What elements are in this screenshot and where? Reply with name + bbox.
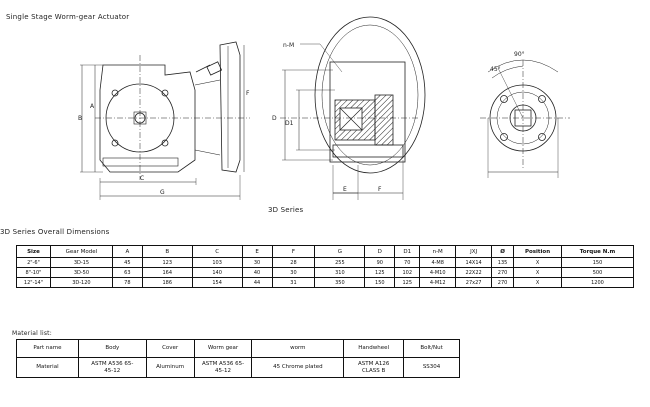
flange-view: [480, 60, 570, 178]
table-cell: 2"-6": [17, 258, 51, 268]
table-cell: 135: [492, 258, 514, 268]
table-cell: 31: [272, 278, 315, 288]
header-gear-model: Gear Model: [50, 246, 112, 258]
table-cell: 30: [272, 268, 315, 278]
table-row: [17, 278, 634, 288]
table-cell: 154: [192, 278, 242, 288]
table-cell: 12"-14": [17, 278, 51, 288]
table-cell: 150: [365, 278, 395, 288]
table-cell: 270: [492, 278, 514, 288]
label-angle-90: 90°: [514, 51, 525, 58]
table-cell: X: [514, 258, 562, 268]
table-cell: SS304: [404, 358, 460, 378]
table-cell: 4-M10: [420, 268, 456, 278]
table-cell: 30: [242, 258, 272, 268]
table-cell: ASTM A536 65-45-12: [78, 358, 146, 378]
table-cell: 500: [562, 268, 634, 278]
table-cell: 140: [192, 268, 242, 278]
header-worm-gear: Worm gear: [194, 340, 252, 358]
table-cell: 310: [315, 268, 365, 278]
table-cell: 102: [395, 268, 420, 278]
table-cell: X: [514, 268, 562, 278]
label-nm: n-M: [283, 42, 295, 49]
table-cell: 44: [242, 278, 272, 288]
header-diameter: Ø: [492, 246, 514, 258]
table-cell: 255: [315, 258, 365, 268]
table-cell: 40: [242, 268, 272, 278]
table-cell: X: [514, 278, 562, 288]
page-title: Single Stage Worm-gear Actuator: [6, 13, 130, 21]
table-cell: 3D-120: [50, 278, 112, 288]
table-cell: ASTM A536 65-45-12: [194, 358, 252, 378]
table-cell: 270: [492, 268, 514, 278]
label-angle-45: 45°: [490, 66, 501, 73]
table-cell: Aluminum: [146, 358, 194, 378]
header-worm: worm: [252, 340, 344, 358]
table-cell: 78: [112, 278, 142, 288]
table-cell: 14X14: [456, 258, 492, 268]
header-handwheel: Handwheel: [344, 340, 404, 358]
table-cell: 28: [272, 258, 315, 268]
table-cell: 3D-50: [50, 268, 112, 278]
table-row: [17, 258, 634, 268]
header-e: E: [242, 246, 272, 258]
table-cell: 70: [395, 258, 420, 268]
table-row: [17, 358, 460, 378]
table-cell: 63: [112, 268, 142, 278]
table-cell: 27x27: [456, 278, 492, 288]
label-g: G: [160, 189, 165, 196]
table-cell: 1200: [562, 278, 634, 288]
label-d1: D1: [285, 120, 294, 127]
series-caption: 3D Series: [268, 206, 304, 214]
table-cell: 350: [315, 278, 365, 288]
material-list-title: Material list:: [12, 330, 52, 337]
header-d: D: [365, 246, 395, 258]
header-g: G: [315, 246, 365, 258]
header-bolt-nut: Bolt/Nut: [404, 340, 460, 358]
dimensions-table: [16, 245, 634, 288]
header-jxj: JXJ: [456, 246, 492, 258]
table-cell: 150: [562, 258, 634, 268]
table-cell: 123: [142, 258, 192, 268]
table-cell: 125: [395, 278, 420, 288]
label-a: A: [90, 103, 95, 110]
header-f: F: [272, 246, 315, 258]
label-b: B: [78, 115, 83, 122]
table-cell: 4-M8: [420, 258, 456, 268]
header-a: A: [112, 246, 142, 258]
header-size: Size: [17, 246, 51, 258]
header-position: Position: [514, 246, 562, 258]
table-cell: 125: [365, 268, 395, 278]
header-part-name: Part name: [17, 340, 79, 358]
label-d: D: [272, 115, 277, 122]
header-c: C: [192, 246, 242, 258]
table-cell: 164: [142, 268, 192, 278]
label-f-side: F: [378, 186, 382, 193]
table-cell: 186: [142, 278, 192, 288]
header-d1: D1: [395, 246, 420, 258]
front-view: [80, 42, 250, 200]
table-cell: 4-M12: [420, 278, 456, 288]
overall-dimensions-title: 3D Series Overall Dimensions: [0, 228, 110, 236]
table-cell: 45 Chrome plated: [252, 358, 344, 378]
table-cell: 22X22: [456, 268, 492, 278]
dimensions-header-row: [17, 246, 634, 258]
table-row: [17, 268, 634, 278]
label-c: C: [140, 175, 145, 182]
table-cell: 3D-15: [50, 258, 112, 268]
header-body: Body: [78, 340, 146, 358]
header-b: B: [142, 246, 192, 258]
header-torque: Torque N.m: [562, 246, 634, 258]
table-cell: 8"-10": [17, 268, 51, 278]
label-e: E: [343, 186, 347, 193]
table-cell: Material: [17, 358, 79, 378]
table-cell: 45: [112, 258, 142, 268]
table-cell: 90: [365, 258, 395, 268]
side-view: [280, 17, 425, 200]
header-cover: Cover: [146, 340, 194, 358]
material-header-row: [17, 340, 460, 358]
material-table: [16, 339, 460, 378]
table-cell: ASTM A126 CLASS B: [344, 358, 404, 378]
header-nm: n-M: [420, 246, 456, 258]
label-f: F: [246, 90, 250, 97]
table-cell: 103: [192, 258, 242, 268]
